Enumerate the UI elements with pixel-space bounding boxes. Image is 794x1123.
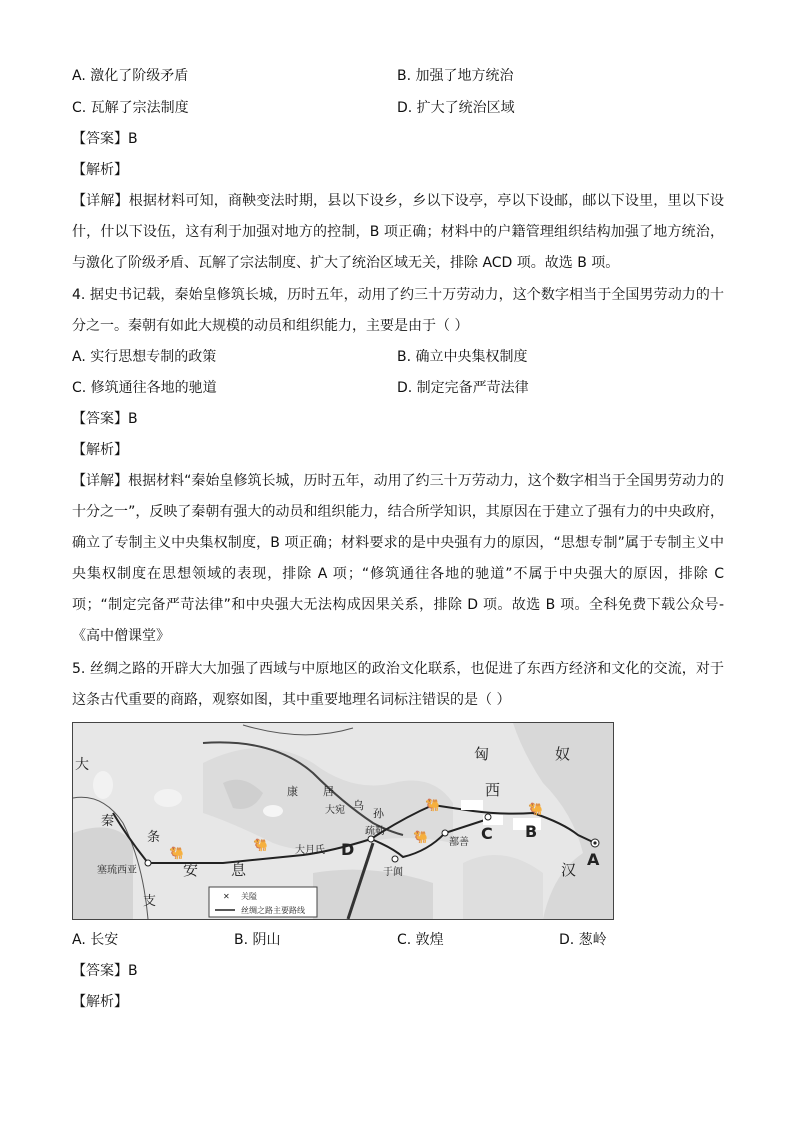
label-shule: 疏勒 <box>365 826 385 837</box>
node-seleucia <box>145 860 151 866</box>
label-wu: 乌 <box>353 799 364 812</box>
label-yutian: 于阗 <box>383 867 403 878</box>
q3-detail: 【详解】根据材料可知，商鞅变法时期，县以下设乡，乡以下设亭，亭以下设邮，邮以下设里，里以下设什，什以下设伍，这有利于加强对地方的控制，B 项正确；材料中的户籍管理组织结构加强了地方统治，与激化了阶级矛盾、瓦解了宗法制度、扩大了统治区域无关，排除 ACD 项。故选 B 项。 <box>72 193 724 271</box>
label-xiongnu-2: 奴 <box>555 745 571 763</box>
q4-option-c: C. 修筑通往各地的驰道 <box>72 380 217 396</box>
q3-option-c: C. 瓦解了宗法制度 <box>72 100 189 116</box>
label-dayuezhi: 大月氏 <box>295 845 325 856</box>
q5-option-b: B. 阴山 <box>234 932 281 948</box>
label-seleucia: 塞琉西亚 <box>97 865 137 876</box>
q4-option-d: D. 制定完备严苛法律 <box>397 380 529 396</box>
q3-option-d: D. 扩大了统治区域 <box>397 100 515 116</box>
q3-analysis-heading: 【解析】 <box>72 162 128 178</box>
label-tiao: 条 <box>147 830 161 845</box>
camel-icon: 🐫 <box>425 798 440 812</box>
label-xiongnu-1: 匈 <box>474 745 490 763</box>
label-dawan: 大宛 <box>325 805 345 816</box>
q3-option-b: B. 加强了地方统治 <box>397 68 514 84</box>
node-c <box>485 814 491 820</box>
q5-option-a: A. 长安 <box>72 932 119 948</box>
camel-icon: 🐫 <box>528 802 543 816</box>
q4-option-b: B. 确立中央集权制度 <box>397 349 528 365</box>
q5-answer: 【答案】B <box>72 963 138 979</box>
label-sun: 孙 <box>373 807 384 820</box>
camel-icon: 🐫 <box>169 846 184 860</box>
q5-stem: 5. 丝绸之路的开辟大大加强了西域与中原地区的政治文化联系，也促进了东西方经济和文化的交流，对于这条古代重要的商路，观察如图，其中重要地理名词标注错误的是（ ） <box>72 661 724 708</box>
q3-option-a: A. 激化了阶级矛盾 <box>72 68 189 84</box>
label-qin: 秦 <box>101 814 115 829</box>
node-shanshan <box>442 830 448 836</box>
marker-a: A <box>587 850 600 869</box>
marker-c: C <box>481 824 493 843</box>
q3-answer: 【答案】B <box>72 131 138 147</box>
legend-route: 丝绸之路主要路线 <box>241 906 305 915</box>
label-an: 安 <box>183 861 199 879</box>
camel-icon: 🐫 <box>253 838 268 852</box>
q4-stem: 4. 据史书记载，秦始皇修筑长城，历时五年，动用了约三十万劳动力，这个数字相当于全国男劳动力的十分之一。秦朝有如此大规模的动员和组织能力，主要是由于（ ） <box>72 287 724 334</box>
q4-analysis-heading: 【解析】 <box>72 442 128 458</box>
q5-option-d: D. 葱岭 <box>559 932 607 948</box>
label-kang: 康 <box>287 785 298 798</box>
marker-d: D <box>341 840 355 859</box>
pass-icon: ✕ <box>223 892 230 901</box>
q5-analysis-heading: 【解析】 <box>72 994 128 1010</box>
q4-detail: 【详解】根据材料“秦始皇修筑长城，历时五年，动用了约三十万劳动力，这个数字相当于全国男劳动力的十分之一”，反映了秦朝有强大的动员和组织能力，结合所学知识，其原因在于建立了强有力的中央政府，确立了专制主义中央集权制度，B 项正确；材料要求的是中央强有力的原因，“思想专制”属于专制主义中央集权制度在思想领域的表现，排除 A 项；“修筑通往各地的驰道”不属于中央强大的原因，排除 C 项；“制定完备严苛法律”和中央强大无法构成因果关系，排除 D 项。故选 B 项。全科免费下载公众号-《高中僧课堂》 <box>72 473 724 644</box>
node-yutian <box>392 856 398 862</box>
marker-b: B <box>525 822 538 841</box>
camel-icon: 🐫 <box>413 830 428 844</box>
legend-pass: 关隘 <box>241 892 257 901</box>
label-shanshan: 鄯善 <box>449 837 469 848</box>
label-xiyu: 西 <box>485 781 501 799</box>
q4-option-a: A. 实行思想专制的政策 <box>72 349 217 365</box>
label-da: 大 <box>75 757 89 773</box>
q5-option-c: C. 敦煌 <box>397 932 444 948</box>
silk-road-map <box>72 722 614 920</box>
label-xi-parthia: 息 <box>231 861 247 879</box>
label-han: 汉 <box>561 861 577 879</box>
q4-answer: 【答案】B <box>72 411 138 427</box>
label-zhi: 支 <box>143 894 157 909</box>
label-ju: 居 <box>323 785 334 798</box>
